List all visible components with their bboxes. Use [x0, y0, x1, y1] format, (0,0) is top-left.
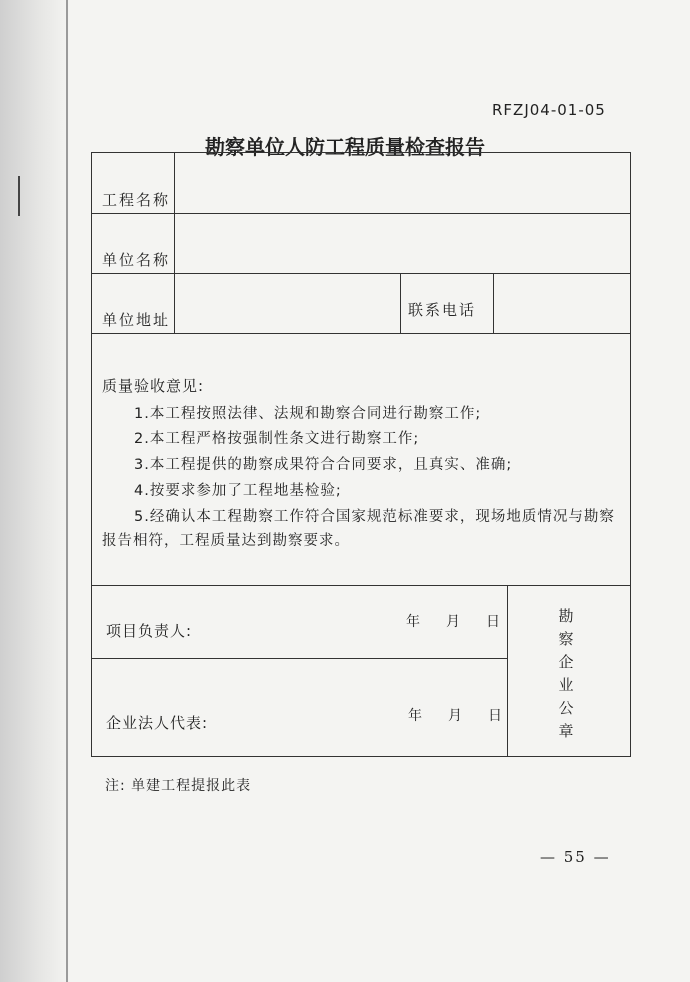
opinion-item: 5.经确认本工程勘察工作符合国家规范标准要求，现场地质情况与勘察: [134, 509, 615, 525]
opinion-item: 2.本工程严格按强制性条文进行勘察工作;: [134, 431, 420, 447]
unit-name-label: 单位名称: [102, 251, 171, 269]
date-day: 日: [488, 708, 502, 724]
seal-char: 业: [558, 676, 574, 694]
phone-label: 联系电话: [408, 301, 477, 319]
project-leader-label: 项目负责人:: [106, 622, 193, 640]
date-year: 年: [408, 708, 422, 724]
opinion-item: 3.本工程提供的勘察成果符合合同要求，且真实、准确;: [134, 457, 513, 473]
seal-char: 察: [558, 630, 574, 648]
legal-representative-label: 企业法人代表:: [106, 714, 209, 732]
unit-name-field[interactable]: [182, 221, 622, 265]
column-divider: [174, 153, 175, 333]
report-form-table: [91, 152, 631, 757]
document-title: 勘察单位人防工程质量检查报告: [205, 135, 485, 159]
date-month: 月: [448, 708, 462, 724]
date-year: 年: [406, 614, 420, 630]
date-month: 月: [446, 614, 460, 630]
margin-mark: [18, 176, 20, 216]
row-divider: [92, 273, 630, 274]
seal-char: 章: [558, 722, 574, 740]
project-name-field[interactable]: [182, 161, 622, 205]
project-name-label: 工程名称: [102, 191, 171, 209]
column-divider: [493, 273, 494, 333]
row-divider: [92, 333, 630, 334]
seal-char: 企: [558, 653, 574, 671]
opinion-item: 4.按要求参加了工程地基检验;: [134, 483, 342, 499]
opinion-item: 1.本工程按照法律、法规和勘察合同进行勘察工作;: [134, 406, 482, 422]
opinion-heading: 质量验收意见:: [102, 377, 205, 395]
seal-char: 勘: [558, 607, 574, 625]
date-day: 日: [486, 614, 500, 630]
document-code: RFZJ04-01-05: [492, 101, 606, 119]
unit-address-label: 单位地址: [102, 311, 171, 329]
column-divider: [507, 585, 508, 756]
page-number: — 55 —: [540, 848, 611, 866]
footnote: 注: 单建工程提报此表: [105, 778, 252, 794]
row-divider: [92, 213, 630, 214]
row-divider: [92, 658, 507, 659]
column-divider: [400, 273, 401, 333]
phone-field[interactable]: [500, 281, 622, 325]
seal-char: 公: [558, 699, 574, 717]
unit-address-field[interactable]: [182, 281, 392, 325]
row-divider: [92, 585, 630, 586]
opinion-item: 报告相符，工程质量达到勘察要求。: [102, 533, 350, 549]
